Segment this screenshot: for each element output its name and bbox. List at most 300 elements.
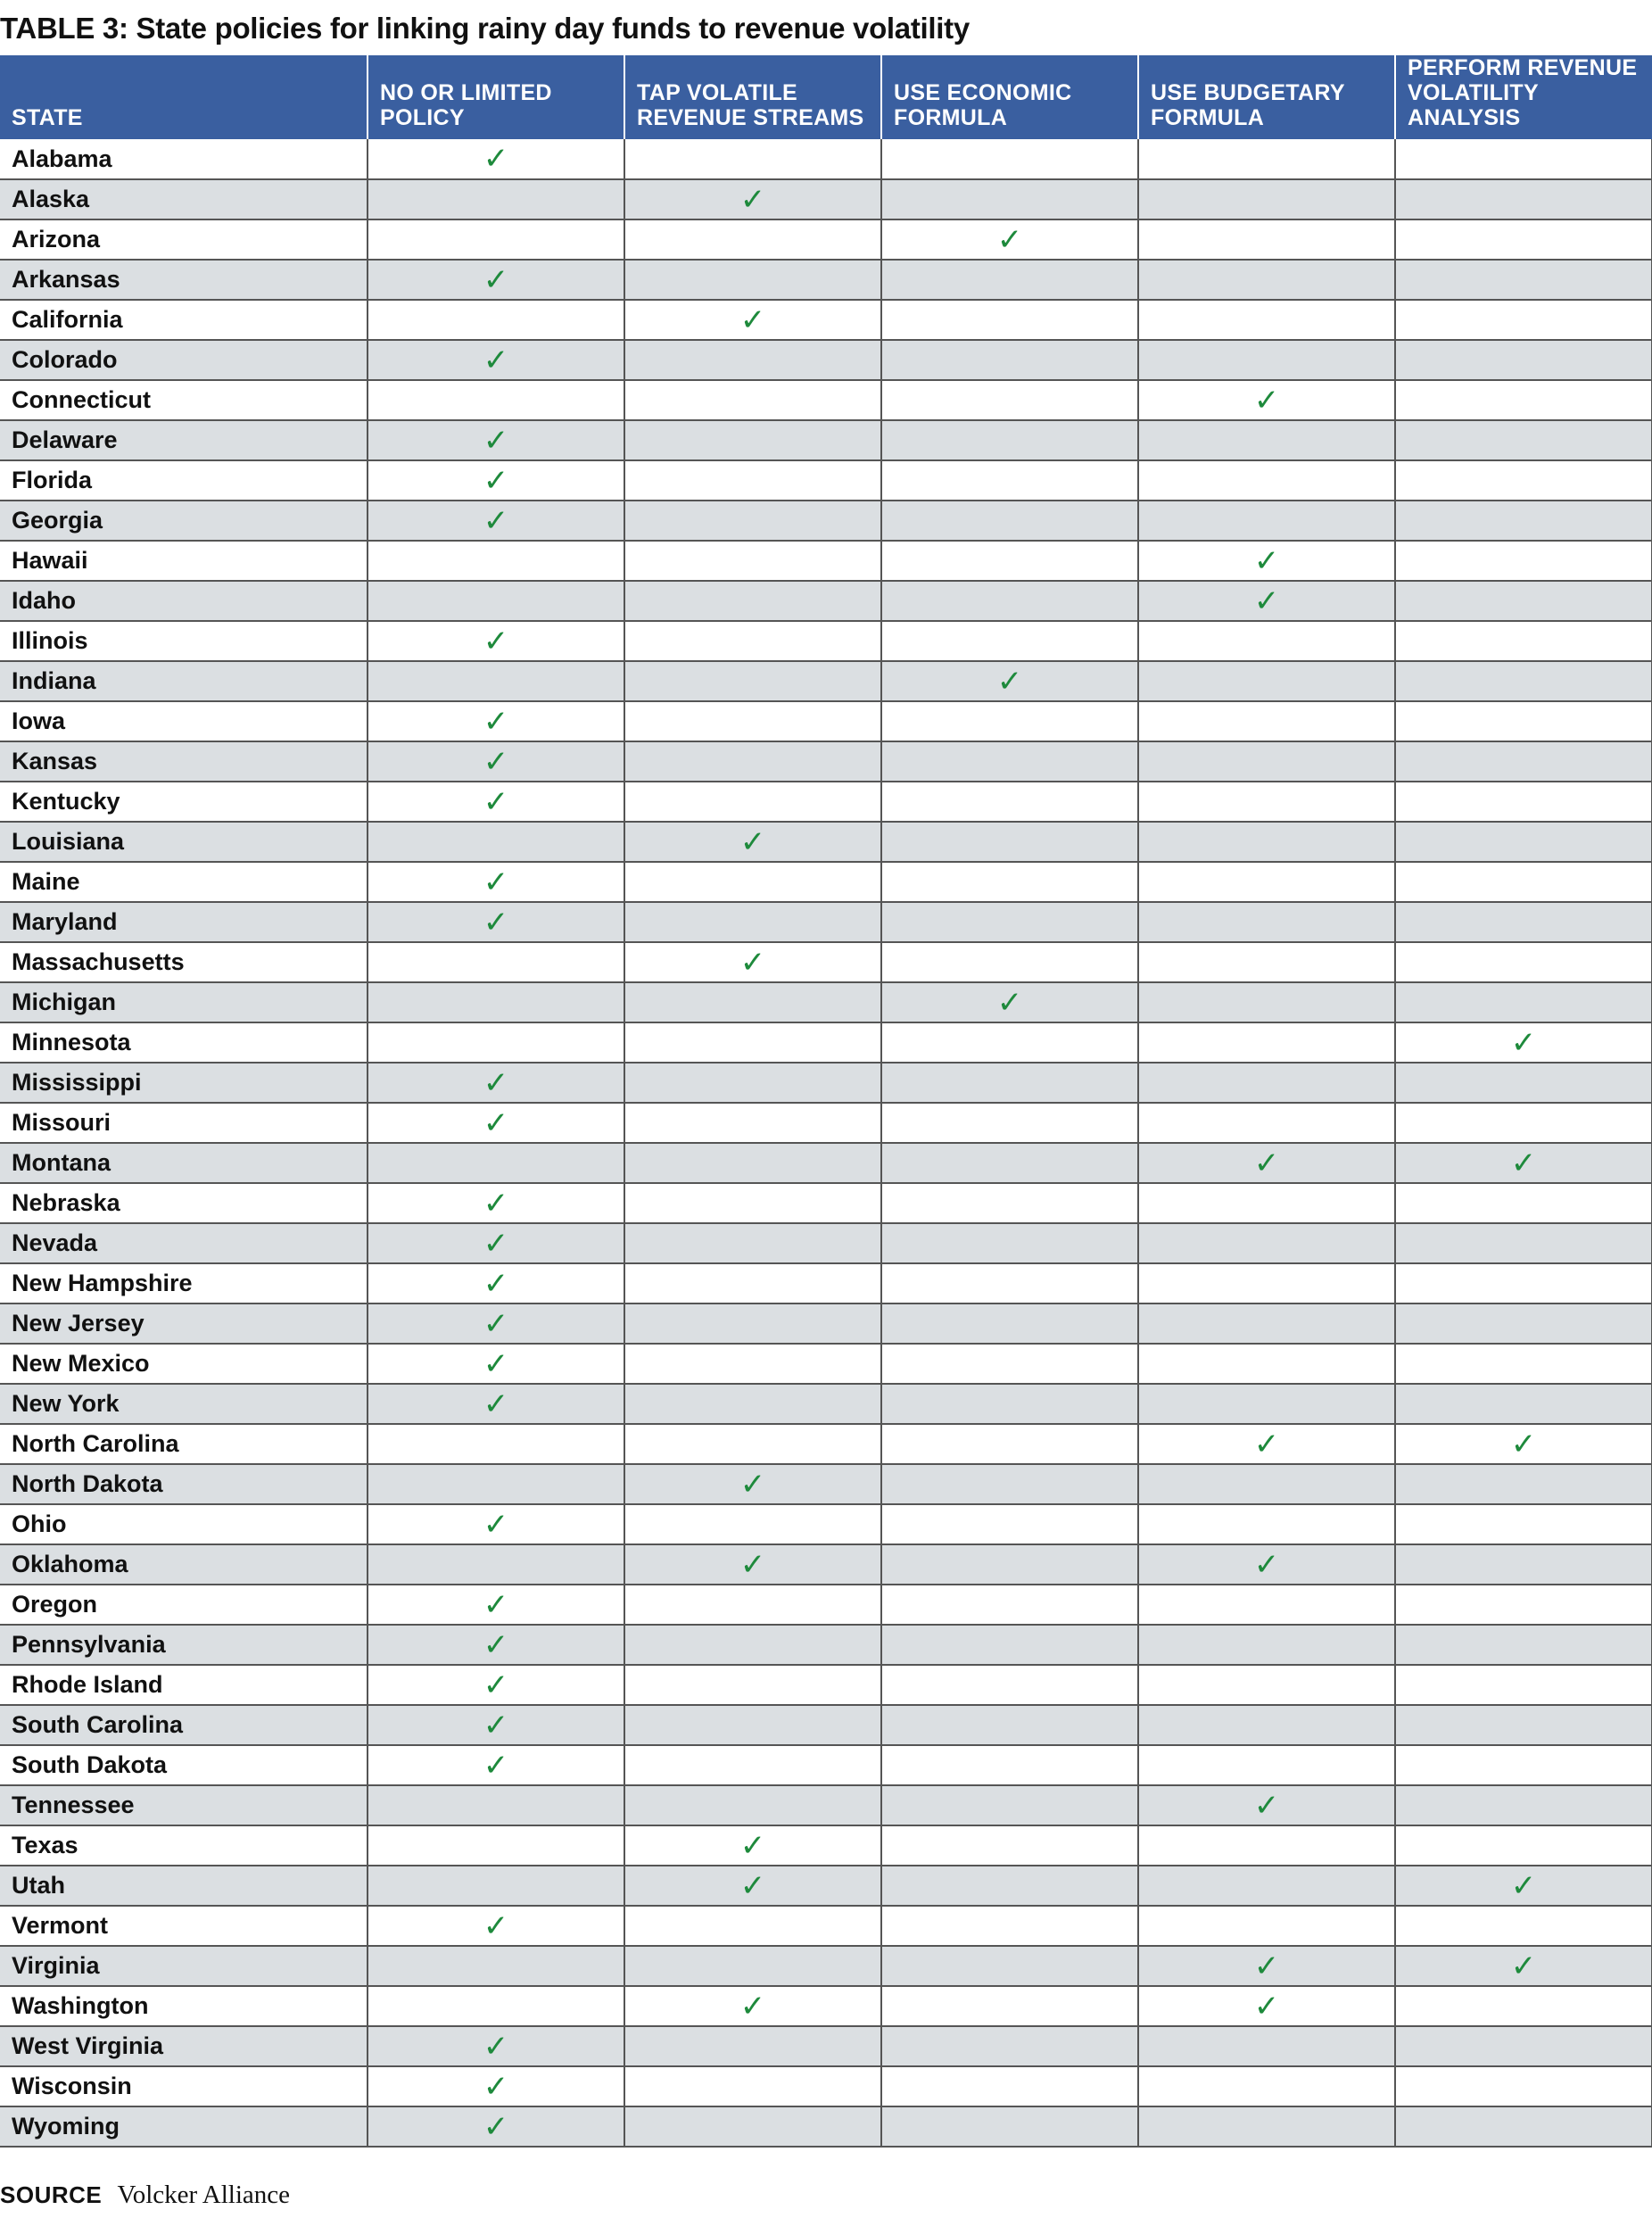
policy-cell (1138, 179, 1395, 219)
policy-cell (881, 1745, 1138, 1785)
policy-cell (624, 1665, 881, 1705)
policy-cell (1138, 1665, 1395, 1705)
policy-cell (624, 460, 881, 501)
policy-cell (368, 1424, 624, 1464)
policy-cell (881, 782, 1138, 822)
policy-cell (368, 1946, 624, 1986)
policy-cell (368, 741, 624, 782)
policy-cell (624, 2066, 881, 2106)
policy-cell (1395, 1866, 1652, 1906)
policy-cell (624, 1103, 881, 1143)
policy-cell (624, 1785, 881, 1825)
source-note (0, 2181, 290, 2210)
policy-cell (1138, 1745, 1395, 1785)
table-row (0, 340, 1652, 380)
checkmark-icon: ✓ (739, 1547, 766, 1582)
table-row (0, 1303, 1652, 1344)
checkmark-icon: ✓ (1253, 583, 1280, 618)
policy-cell (624, 2106, 881, 2147)
checkmark-icon: ✓ (483, 1186, 509, 1221)
checkmark-icon: ✓ (1253, 1427, 1280, 1461)
policy-cell (1395, 460, 1652, 501)
policy-cell (624, 501, 881, 541)
table-row (0, 1063, 1652, 1103)
policy-cell (1138, 1585, 1395, 1625)
table-row (0, 1103, 1652, 1143)
checkmark-icon: ✓ (483, 1627, 509, 1662)
policy-cell (1395, 1785, 1652, 1825)
policy-cell (1138, 1063, 1395, 1103)
state-name-cell: Virginia (0, 1946, 368, 1986)
policy-cell (1138, 902, 1395, 942)
policy-cell (624, 139, 881, 179)
table-row (0, 1986, 1652, 2026)
policy-cell (1395, 1183, 1652, 1223)
policy-cell (368, 1705, 624, 1745)
table-row (0, 1384, 1652, 1424)
checkmark-icon: ✓ (1253, 1989, 1280, 2024)
state-name-cell: Missouri (0, 1103, 368, 1143)
checkmark-icon: ✓ (1253, 1949, 1280, 1983)
policy-cell (624, 1585, 881, 1625)
policy-cell (1395, 380, 1652, 420)
policy-cell (1138, 1625, 1395, 1665)
state-name-cell: Indiana (0, 661, 368, 701)
table-row (0, 942, 1652, 982)
policy-cell (624, 1263, 881, 1303)
policy-cell (881, 1303, 1138, 1344)
state-name-cell: North Carolina (0, 1424, 368, 1464)
policy-cell (1395, 1906, 1652, 1946)
policy-cell (881, 380, 1138, 420)
table-row (0, 260, 1652, 300)
policy-cell (1138, 2106, 1395, 2147)
checkmark-icon: ✓ (483, 1065, 509, 1100)
checkmark-icon: ✓ (483, 423, 509, 458)
policy-cell (1395, 1263, 1652, 1303)
policy-cell (1138, 822, 1395, 862)
checkmark-icon: ✓ (483, 1386, 509, 1421)
policy-cell (881, 1946, 1138, 1986)
table-row (0, 1544, 1652, 1585)
policy-cell (624, 1906, 881, 1946)
checkmark-icon: ✓ (1253, 1547, 1280, 1582)
policy-cell (881, 1464, 1138, 1504)
table-row (0, 1263, 1652, 1303)
policy-cell (1138, 701, 1395, 741)
policy-cell (368, 1785, 624, 1825)
policy-cell (881, 260, 1138, 300)
policy-cell (624, 340, 881, 380)
checkmark-icon: ✓ (996, 985, 1023, 1020)
table-row (0, 741, 1652, 782)
policy-cell (1138, 460, 1395, 501)
checkmark-icon: ✓ (483, 1266, 509, 1301)
table-row (0, 862, 1652, 902)
policy-cell (624, 1344, 881, 1384)
checkmark-icon: ✓ (483, 142, 509, 176)
policy-cell (881, 460, 1138, 501)
checkmark-icon: ✓ (1510, 1025, 1537, 1060)
state-name-cell: Louisiana (0, 822, 368, 862)
policy-cell (881, 219, 1138, 260)
policy-cell (881, 1183, 1138, 1223)
state-name-cell: Colorado (0, 340, 368, 380)
state-name-cell: Wisconsin (0, 2066, 368, 2106)
policy-cell (368, 1022, 624, 1063)
policy-cell (368, 1585, 624, 1625)
policy-cell (624, 1705, 881, 1745)
state-name-cell: Kansas (0, 741, 368, 782)
policy-cell (881, 1504, 1138, 1544)
state-name-cell: Delaware (0, 420, 368, 460)
policy-cell (881, 179, 1138, 219)
policy-cell (881, 1585, 1138, 1625)
policy-cell (881, 2106, 1138, 2147)
policy-cell (1138, 982, 1395, 1022)
policy-cell (1138, 741, 1395, 782)
policy-cell (881, 1705, 1138, 1745)
checkmark-icon: ✓ (483, 463, 509, 498)
policy-cell (1395, 420, 1652, 460)
policy-cell (881, 1344, 1138, 1384)
checkmark-icon: ✓ (483, 704, 509, 739)
policy-cell (1395, 2106, 1652, 2147)
checkmark-icon: ✓ (739, 945, 766, 980)
policy-cell (1395, 1103, 1652, 1143)
policy-cell (368, 1504, 624, 1544)
policy-cell (1395, 1464, 1652, 1504)
column-header-tap-volatile: TAP VOLATILE REVENUE STREAMS (624, 55, 881, 139)
policy-cell (881, 1906, 1138, 1946)
policy-cell (624, 822, 881, 862)
policy-cell (881, 1143, 1138, 1183)
state-name-cell: Illinois (0, 621, 368, 661)
policy-cell (1395, 661, 1652, 701)
table-row (0, 982, 1652, 1022)
policy-cell (881, 1424, 1138, 1464)
policy-cell (368, 1464, 624, 1504)
policy-cell (1138, 1705, 1395, 1745)
policy-cell (1395, 1303, 1652, 1344)
policy-cell (881, 139, 1138, 179)
policy-cell (881, 1785, 1138, 1825)
policy-cell (368, 581, 624, 621)
policy-cell (881, 1022, 1138, 1063)
policy-cell (1138, 2026, 1395, 2066)
column-header-budgetary-formula: USE BUDGETARY FORMULA (1138, 55, 1395, 139)
table-row (0, 1745, 1652, 1785)
checkmark-icon: ✓ (483, 784, 509, 819)
policy-cell (1138, 1263, 1395, 1303)
state-name-cell: Texas (0, 1825, 368, 1866)
policy-cell (624, 1544, 881, 1585)
policy-cell (624, 942, 881, 982)
policy-cell (1138, 1946, 1395, 1986)
table-row (0, 501, 1652, 541)
state-name-cell: New Jersey (0, 1303, 368, 1344)
checkmark-icon: ✓ (739, 824, 766, 859)
policy-cell (624, 260, 881, 300)
policy-cell (1138, 300, 1395, 340)
policy-cell (368, 300, 624, 340)
policy-cell (1138, 1785, 1395, 1825)
policy-cell (881, 1544, 1138, 1585)
policy-cell (368, 1103, 624, 1143)
policy-cell (1138, 420, 1395, 460)
policy-cell (624, 661, 881, 701)
checkmark-icon: ✓ (483, 1105, 509, 1140)
policy-cell (368, 219, 624, 260)
checkmark-icon: ✓ (739, 182, 766, 217)
policy-cell (1138, 541, 1395, 581)
state-name-cell: New York (0, 1384, 368, 1424)
policy-cell (881, 1625, 1138, 1665)
checkmark-icon: ✓ (1253, 1788, 1280, 1823)
policy-cell (368, 541, 624, 581)
checkmark-icon: ✓ (483, 2069, 509, 2104)
policy-cell (881, 661, 1138, 701)
checkmark-icon: ✓ (1253, 543, 1280, 578)
policy-cell (881, 300, 1138, 340)
policy-cell (1395, 581, 1652, 621)
state-name-cell: Arizona (0, 219, 368, 260)
state-name-cell: Kentucky (0, 782, 368, 822)
policy-cell (881, 1103, 1138, 1143)
table-row (0, 1866, 1652, 1906)
state-name-cell: Tennessee (0, 1785, 368, 1825)
policy-cell (1395, 822, 1652, 862)
state-name-cell: Hawaii (0, 541, 368, 581)
policy-cell (1395, 1825, 1652, 1866)
policy-cell (1395, 1946, 1652, 1986)
policy-cell (1395, 982, 1652, 1022)
policy-cell (1138, 2066, 1395, 2106)
table-row (0, 1424, 1652, 1464)
state-name-cell: Alaska (0, 179, 368, 219)
policy-cell (624, 541, 881, 581)
policy-cell (368, 2106, 624, 2147)
policy-cell (368, 1745, 624, 1785)
policy-cell (881, 1665, 1138, 1705)
policy-cell (1395, 179, 1652, 219)
policy-cell (624, 1946, 881, 1986)
table-row (0, 1143, 1652, 1183)
table-row (0, 460, 1652, 501)
policy-cell (1138, 1223, 1395, 1263)
policy-cell (881, 1866, 1138, 1906)
state-name-cell: Maine (0, 862, 368, 902)
state-name-cell: Alabama (0, 139, 368, 179)
policy-cell (624, 1625, 881, 1665)
checkmark-icon: ✓ (1510, 1146, 1537, 1180)
table-row (0, 1464, 1652, 1504)
policy-cell (881, 701, 1138, 741)
policy-cell (1395, 219, 1652, 260)
table-row (0, 581, 1652, 621)
policy-cell (368, 661, 624, 701)
table-row (0, 661, 1652, 701)
policy-cell (368, 1263, 624, 1303)
state-name-cell: Iowa (0, 701, 368, 741)
state-name-cell: California (0, 300, 368, 340)
policy-cell (1395, 139, 1652, 179)
policy-cell (368, 1866, 624, 1906)
checkmark-icon: ✓ (483, 1748, 509, 1783)
policy-cell (368, 179, 624, 219)
policy-cell (368, 1625, 624, 1665)
policy-cell (1138, 380, 1395, 420)
policy-cell (1138, 1825, 1395, 1866)
policy-cell (1395, 1344, 1652, 1384)
policy-cell (368, 260, 624, 300)
state-name-cell: West Virginia (0, 2026, 368, 2066)
policy-cell (1395, 1384, 1652, 1424)
state-name-cell: Oklahoma (0, 1544, 368, 1585)
policy-cell (1395, 741, 1652, 782)
policy-cell (368, 1544, 624, 1585)
table-row (0, 139, 1652, 179)
state-name-cell: Minnesota (0, 1022, 368, 1063)
policy-cell (1395, 1665, 1652, 1705)
table-row (0, 701, 1652, 741)
table-row (0, 1946, 1652, 1986)
policy-cell (368, 782, 624, 822)
checkmark-icon: ✓ (483, 1668, 509, 1702)
policy-cell (881, 340, 1138, 380)
checkmark-icon: ✓ (483, 1306, 509, 1341)
policy-cell (881, 1825, 1138, 1866)
policy-cell (881, 942, 1138, 982)
policy-cell (624, 2026, 881, 2066)
policy-cell (881, 2026, 1138, 2066)
state-name-cell: Rhode Island (0, 1665, 368, 1705)
policy-cell (1138, 1504, 1395, 1544)
policy-cell (368, 1344, 624, 1384)
policy-cell (1395, 541, 1652, 581)
policy-cell (881, 501, 1138, 541)
table-row (0, 902, 1652, 942)
table-row (0, 1504, 1652, 1544)
state-name-cell: Michigan (0, 982, 368, 1022)
table-row (0, 621, 1652, 661)
policy-cell (368, 1825, 624, 1866)
table-row (0, 1625, 1652, 1665)
policy-cell (1395, 942, 1652, 982)
state-name-cell: Connecticut (0, 380, 368, 420)
policy-cell (1138, 1866, 1395, 1906)
policy-cell (624, 1424, 881, 1464)
table-row (0, 782, 1652, 822)
policy-cell (881, 621, 1138, 661)
policy-cell (1138, 862, 1395, 902)
policy-cell (368, 822, 624, 862)
policy-cell (624, 219, 881, 260)
policy-cell (624, 1022, 881, 1063)
policy-cell (1395, 260, 1652, 300)
checkmark-icon: ✓ (1253, 1146, 1280, 1180)
checkmark-icon: ✓ (1510, 1427, 1537, 1461)
policy-cell (1395, 1223, 1652, 1263)
table-title-label: TABLE 3: (0, 12, 128, 45)
checkmark-icon: ✓ (483, 2029, 509, 2064)
table-header-row (0, 55, 1652, 139)
table-row (0, 1785, 1652, 1825)
policy-cell (624, 1745, 881, 1785)
state-name-cell: Wyoming (0, 2106, 368, 2147)
checkmark-icon: ✓ (483, 1587, 509, 1622)
table-row (0, 420, 1652, 460)
policy-cell (624, 701, 881, 741)
policy-cell (1138, 260, 1395, 300)
policy-cell (624, 1504, 881, 1544)
policy-cell (368, 460, 624, 501)
policy-cell (1138, 1022, 1395, 1063)
policy-cell (1138, 1986, 1395, 2026)
policy-cell (624, 1183, 881, 1223)
checkmark-icon: ✓ (483, 1226, 509, 1261)
state-name-cell: North Dakota (0, 1464, 368, 1504)
state-name-cell: Pennsylvania (0, 1625, 368, 1665)
policy-cell (1395, 701, 1652, 741)
state-name-cell: Florida (0, 460, 368, 501)
state-name-cell: Oregon (0, 1585, 368, 1625)
policy-cell (1138, 1384, 1395, 1424)
policy-cell (368, 902, 624, 942)
policy-cell (624, 782, 881, 822)
policy-cell (624, 1384, 881, 1424)
policy-cell (368, 420, 624, 460)
state-name-cell: New Mexico (0, 1344, 368, 1384)
checkmark-icon: ✓ (483, 1507, 509, 1542)
checkmark-icon: ✓ (483, 905, 509, 939)
state-name-cell: Utah (0, 1866, 368, 1906)
policy-cell (881, 1063, 1138, 1103)
policy-cell (1138, 340, 1395, 380)
policy-cell (1395, 1625, 1652, 1665)
state-name-cell: Vermont (0, 1906, 368, 1946)
policy-cell (368, 1906, 624, 1946)
table-row (0, 822, 1652, 862)
source-value: Volcker Alliance (117, 2181, 291, 2209)
policy-cell (881, 862, 1138, 902)
policy-cell (624, 621, 881, 661)
checkmark-icon: ✓ (483, 1908, 509, 1943)
policy-cell (881, 581, 1138, 621)
policy-cell (624, 1143, 881, 1183)
policy-cell (1395, 300, 1652, 340)
policy-cell (624, 1986, 881, 2026)
table-row (0, 2066, 1652, 2106)
table-row (0, 1344, 1652, 1384)
policy-cell (624, 380, 881, 420)
table-body (0, 139, 1652, 2147)
policy-cell (624, 1866, 881, 1906)
policy-cell (624, 420, 881, 460)
state-name-cell: Ohio (0, 1504, 368, 1544)
policy-cell (1138, 581, 1395, 621)
table-title (0, 9, 970, 48)
policy-cell (368, 2026, 624, 2066)
policy-cell (1138, 621, 1395, 661)
policy-cell (368, 1384, 624, 1424)
checkmark-icon: ✓ (996, 222, 1023, 257)
policy-cell (881, 902, 1138, 942)
policy-cell (624, 741, 881, 782)
policy-cell (368, 1665, 624, 1705)
policy-cell (1395, 621, 1652, 661)
checkmark-icon: ✓ (483, 2109, 509, 2144)
